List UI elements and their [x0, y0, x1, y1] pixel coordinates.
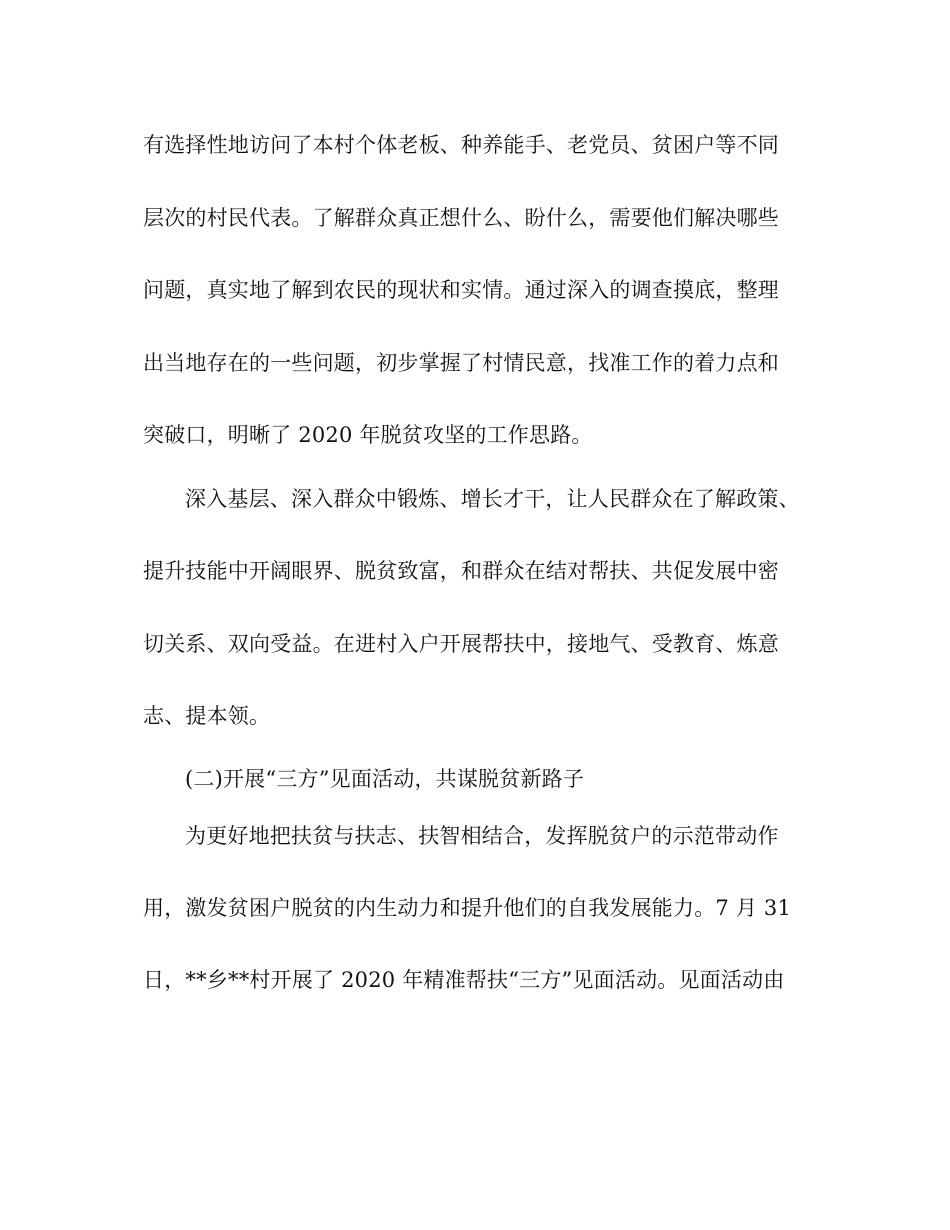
paragraph-line: 出当地存在的一些问题，初步掌握了村情民意，找准工作的着力点和: [143, 351, 779, 375]
paragraph-line: 志、提本领。: [143, 704, 271, 728]
paragraph-line: 用，激发贫困户脱贫的内生动力和提升他们的自我发展能力。7 月 31: [143, 896, 792, 920]
paragraph-line: 日，**乡**村开展了 2020 年精准帮扶“三方”见面活动。见面活动由: [143, 968, 785, 992]
paragraph-line: 层次的村民代表。了解群众真正想什么、盼什么，需要他们解决哪些: [143, 206, 779, 230]
paragraph-first-line: 为更好地把扶贫与扶志、扶智相结合，发挥脱贫户的示范带动作: [185, 824, 779, 848]
paragraph-line: 突破口，明晰了 2020 年脱贫攻坚的工作思路。: [143, 423, 593, 447]
paragraph-line: 有选择性地访问了本村个体老板、种养能手、老党员、贫困户等不同: [143, 133, 779, 157]
paragraph-first-line: 深入基层、深入群众中锻炼、增长才干，让人民群众在了解政策、: [185, 487, 800, 511]
paragraph-line: 问题，真实地了解到农民的现状和实情。通过深入的调查摸底，整理: [143, 278, 779, 302]
paragraph-line: 切关系、双向受益。在进村入户开展帮扶中，接地气、受教育、炼意: [143, 632, 779, 656]
section-heading: (二)开展“三方”见面活动，共谋脱贫新路子: [185, 767, 585, 791]
paragraph-line: 提升技能中开阔眼界、脱贫致富，和群众在结对帮扶、共促发展中密: [143, 559, 779, 583]
